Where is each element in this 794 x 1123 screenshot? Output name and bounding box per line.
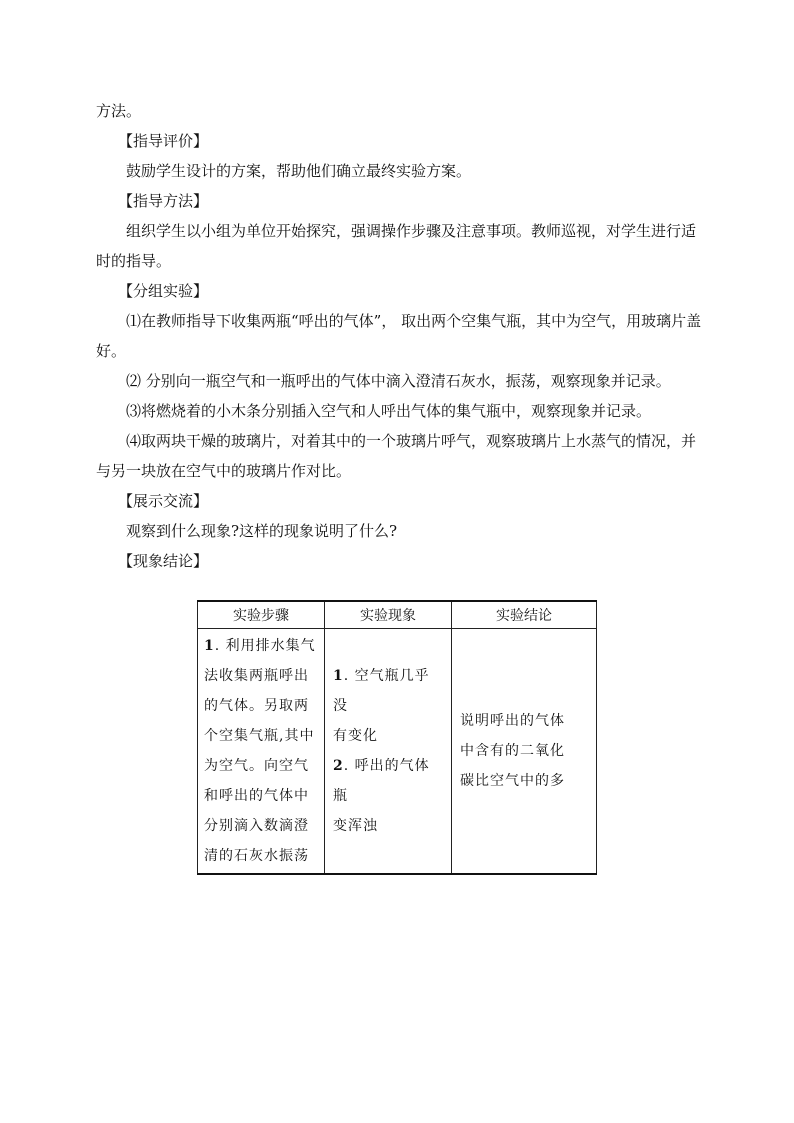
cell-conclusion xyxy=(452,629,597,875)
section-heading: 【展示交流】 xyxy=(118,492,209,510)
header-conclusion: 实验结论 xyxy=(452,601,597,629)
paragraph: 组织学生以小组为单位开始探究，强调操作步骤及注意事项。教师巡视，对学生进行适时的指导。 xyxy=(96,222,697,270)
header-steps: 实验步骤 xyxy=(198,601,325,629)
cell-text: 清的石灰水振荡 xyxy=(204,848,309,864)
cell-line xyxy=(204,661,316,691)
table-header-row xyxy=(198,601,597,629)
cell-text: 个空集气瓶,其中 xyxy=(204,728,315,744)
paragraph: ⑷取两块干燥的玻璃片，对着其中的一个玻璃片呼气，观察玻璃片上水蒸气的情况，并与另一块放在空气中的玻璃片作对比。 xyxy=(96,432,697,480)
section-heading: 【指导评价】 xyxy=(118,132,209,150)
cell-line xyxy=(204,631,316,661)
cell-line xyxy=(333,751,443,811)
cell-line xyxy=(204,811,316,841)
paragraph: ⑴在教师指导下收集两瓶“呼出的气体”， 取出两个空集气瓶，其中为空气，用玻璃片盖好。 xyxy=(96,312,702,360)
cell-text: 有变化 xyxy=(333,728,378,744)
header-phenomena: 实验现象 xyxy=(325,601,452,629)
cell-line xyxy=(333,661,443,721)
paragraph: ⑶将燃烧着的小木条分别插入空气和人呼出气体的集气瓶中，观察现象并记录。 xyxy=(126,402,652,420)
paragraph: 方法。 xyxy=(96,102,142,120)
paragraph: ⑵ 分别向一瓶空气和一瓶呼出的气体中滴入澄清石灰水，振荡，观察现象并记录。 xyxy=(126,372,671,390)
cell-text: . 利用排水集气 xyxy=(214,638,316,654)
section-heading: 【现象结论】 xyxy=(118,552,209,570)
results-table xyxy=(197,600,597,875)
cell-text: 为空气。向空气 xyxy=(204,758,309,774)
paragraph: 鼓励学生设计的方案，帮助他们确立最终实验方案。 xyxy=(126,162,472,180)
paragraph: 观察到什么现象?这样的现象说明了什么? xyxy=(126,522,398,540)
cell-line: 说明呼出的气体 xyxy=(460,713,565,729)
item-number: 1 xyxy=(204,638,215,654)
cell-line: 中含有的二氧化 xyxy=(460,743,565,759)
cell-text: 的气体。另取两 xyxy=(204,698,309,714)
cell-line: 碳比空气中的多 xyxy=(460,773,565,789)
cell-steps xyxy=(198,629,325,875)
cell-line xyxy=(204,841,316,871)
cell-text: . 呼出的气体瓶 xyxy=(333,758,430,804)
item-number: 2 xyxy=(333,758,344,774)
cell-line xyxy=(204,691,316,721)
cell-text: 法收集两瓶呼出 xyxy=(204,668,309,684)
cell-text: 和呼出的气体中 xyxy=(204,788,309,804)
section-heading: 【指导方法】 xyxy=(118,192,209,210)
cell-line xyxy=(204,781,316,811)
cell-phenomena xyxy=(325,629,452,875)
cell-line xyxy=(333,721,443,751)
item-number: 1 xyxy=(333,668,344,684)
cell-text: . 空气瓶几乎没 xyxy=(333,668,430,714)
document-body xyxy=(96,96,702,576)
cell-text: 分别滴入数滴澄 xyxy=(204,818,309,834)
cell-line xyxy=(204,751,316,781)
section-heading: 【分组实验】 xyxy=(118,282,209,300)
cell-text: 变浑浊 xyxy=(333,818,378,834)
table-row xyxy=(198,629,597,875)
cell-line xyxy=(204,721,316,751)
cell-line xyxy=(333,811,443,841)
